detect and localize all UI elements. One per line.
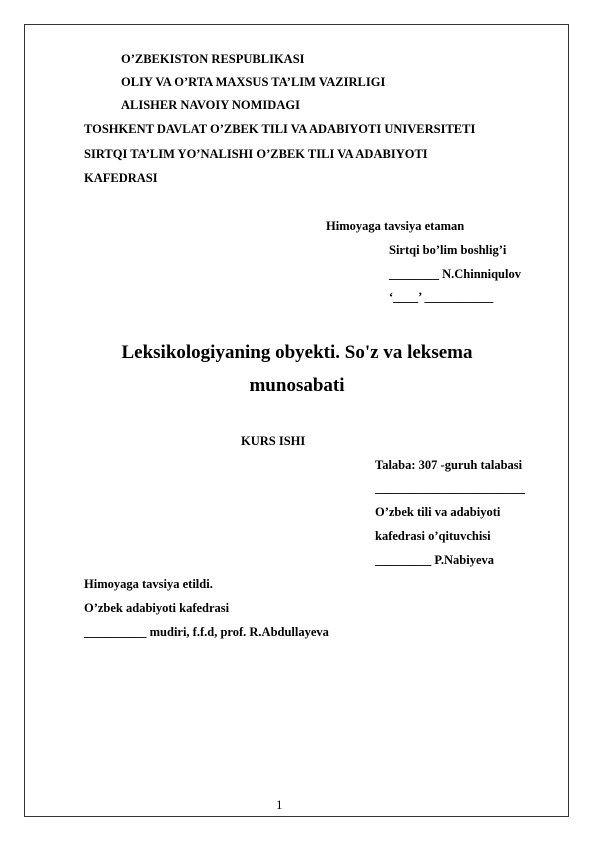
recommendation-line3: __________ mudiri, f.f.d, prof. R.Abdullayeva (84, 625, 329, 639)
document-title-line1: Leksikologiyaning obyekti. So'z va leksema (121, 342, 473, 363)
page-number: 1 (276, 797, 283, 812)
header-department-line2: KAFEDRASI (84, 171, 158, 185)
header-university: TOSHKENT DAVLAT O’ZBEK TILI VA ADABIYOTI UNIVERSITETI (84, 122, 476, 136)
header-department-line1: SIRTQI TA’LIM YO’NALISHI O’ZBEK TILI VA ADABIYOTI (84, 147, 428, 161)
header-named-after: ALISHER NAVOIY NOMIDAGI (121, 98, 300, 112)
approval-heading: Himoyaga tavsiya etaman (326, 219, 465, 233)
header-republic: O’ZBEKISTON RESPUBLIKASI (121, 52, 305, 66)
approval-date: ‘____’ ___________ (389, 290, 494, 304)
page-border (24, 24, 569, 817)
approval-signature: ________ N.Chinniqulov (389, 267, 521, 281)
student-name-blank: ________________________ (375, 481, 525, 495)
approval-position: Sirtqi bo’lim boshlig’i (389, 243, 507, 257)
supervisor-department-line1: O’zbek tili va adabiyoti (375, 505, 501, 519)
student-group: Talaba: 307 -guruh talabasi (375, 458, 523, 472)
header-ministry: OLIY VA O’RTA MAXSUS TA’LIM VAZIRLIGI (121, 75, 386, 89)
document-title-line2: munosabati (249, 375, 345, 396)
work-type: KURS ISHI (241, 434, 306, 448)
recommendation-line2: O’zbek adabiyoti kafedrasi (84, 601, 230, 615)
supervisor-department-line2: kafedrasi o’qituvchisi (375, 529, 491, 543)
recommendation-line1: Himoyaga tavsiya etildi. (84, 577, 213, 591)
supervisor-signature: _________ P.Nabiyeva (375, 553, 494, 567)
